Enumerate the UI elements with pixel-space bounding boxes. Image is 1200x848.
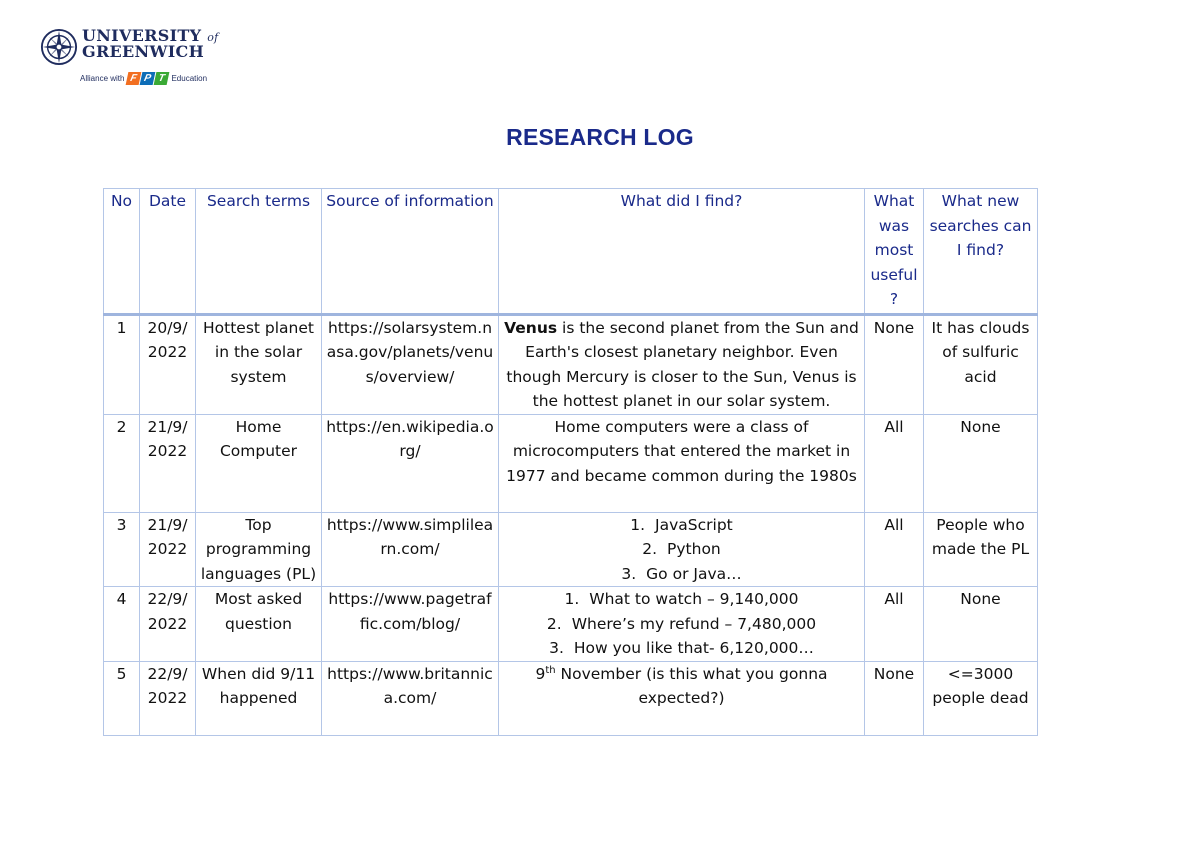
cell-no: 1: [104, 314, 140, 414]
list-item: 2. Where’s my refund – 7,480,000: [546, 614, 817, 633]
header-useful: What was most useful ?: [865, 189, 924, 315]
education-text: Education: [171, 73, 208, 83]
cell-terms: Top programming languages (PL): [196, 512, 322, 587]
cell-useful: All: [865, 512, 924, 587]
cell-no: 5: [104, 661, 140, 735]
cell-no: 2: [104, 414, 140, 512]
cell-find: [499, 314, 865, 414]
cell-find: [499, 512, 865, 587]
list-item: 3. Go or Java…: [621, 564, 742, 583]
cell-source: https://solarsystem.nasa.gov/planets/venus/overview/: [322, 314, 499, 414]
cell-new: It has clouds of sulfuric acid: [924, 314, 1038, 414]
cell-terms: Hottest planet in the solar system: [196, 314, 322, 414]
research-log-table: [103, 188, 1038, 736]
university-logo: [40, 26, 219, 92]
cell-useful: All: [865, 414, 924, 512]
find-bold: Venus: [504, 318, 558, 337]
page-title: RESEARCH LOG: [506, 124, 694, 150]
logo-greenwich-text: GREENWICH: [82, 42, 204, 61]
list-item: 1. What to watch – 9,140,000: [564, 590, 799, 608]
compass-emblem-icon: [40, 28, 78, 66]
cell-no: 3: [104, 512, 140, 587]
find-list: [503, 513, 860, 587]
table-row: [104, 587, 1038, 662]
header-no: No: [104, 189, 140, 315]
header-find: What did I find?: [499, 189, 865, 315]
table-header-row: [104, 189, 1038, 315]
find-day: 9: [535, 664, 546, 683]
fpt-letter: T: [154, 72, 170, 85]
cell-terms: Home Computer: [196, 414, 322, 512]
cell-source: https://www.pagetraffic.com/blog/: [322, 587, 499, 662]
table-row: [104, 512, 1038, 587]
logo-alliance: [80, 70, 207, 86]
cell-useful: All: [865, 587, 924, 662]
header-search-terms: Search terms: [196, 189, 322, 315]
list-item: 1. JavaScript: [630, 515, 733, 534]
find-list: [503, 587, 860, 661]
cell-terms: When did 9/11 happened: [196, 661, 322, 735]
table-row: [104, 661, 1038, 735]
header-new-searches: What new searches can I find?: [924, 189, 1038, 315]
cell-find: [499, 661, 865, 735]
cell-no: 4: [104, 587, 140, 662]
cell-date: 22/9/ 2022: [140, 587, 196, 662]
cell-find: [499, 587, 865, 662]
cell-date: 20/9/ 2022: [140, 314, 196, 414]
fpt-letter: F: [126, 72, 142, 85]
find-text: is the second planet from the Sun and Earth's closest planetary neighbor. Even though Mercury is closer to the Sun, Venus is the hottest planet in our solar system.: [506, 318, 859, 410]
header-date: Date: [140, 189, 196, 315]
table-row: [104, 314, 1038, 414]
table-row: [104, 414, 1038, 512]
header-source: Source of information: [322, 189, 499, 315]
cell-new: <=3000 people dead: [924, 661, 1038, 735]
cell-find: Home computers were a class of microcomputers that entered the market in 1977 and became common during the 1980s: [499, 414, 865, 512]
cell-new: None: [924, 587, 1038, 662]
cell-terms: Most asked question: [196, 587, 322, 662]
list-item: 2. Python: [642, 540, 721, 558]
logo-university-text: UNIVERSITY of: [82, 26, 219, 45]
cell-source: https://www.britannica.com/: [322, 661, 499, 735]
cell-date: 21/9/ 2022: [140, 512, 196, 587]
cell-useful: None: [865, 314, 924, 414]
find-sup: th: [545, 664, 556, 676]
cell-new: People who made the PL: [924, 512, 1038, 587]
list-item: 3. How you like that- 6,120,000…: [549, 639, 814, 657]
cell-source: https://en.wikipedia.org/: [322, 414, 499, 512]
cell-source: https://www.simplilearn.com/: [322, 512, 499, 587]
find-text: November (is this what you gonna expected?): [555, 664, 828, 707]
alliance-text: Alliance with: [80, 73, 125, 83]
cell-date: 21/9/ 2022: [140, 414, 196, 512]
fpt-letter: P: [140, 72, 156, 85]
cell-date: 22/9/ 2022: [140, 661, 196, 735]
cell-new: None: [924, 414, 1038, 512]
fpt-logo: [127, 72, 168, 85]
cell-useful: None: [865, 661, 924, 735]
